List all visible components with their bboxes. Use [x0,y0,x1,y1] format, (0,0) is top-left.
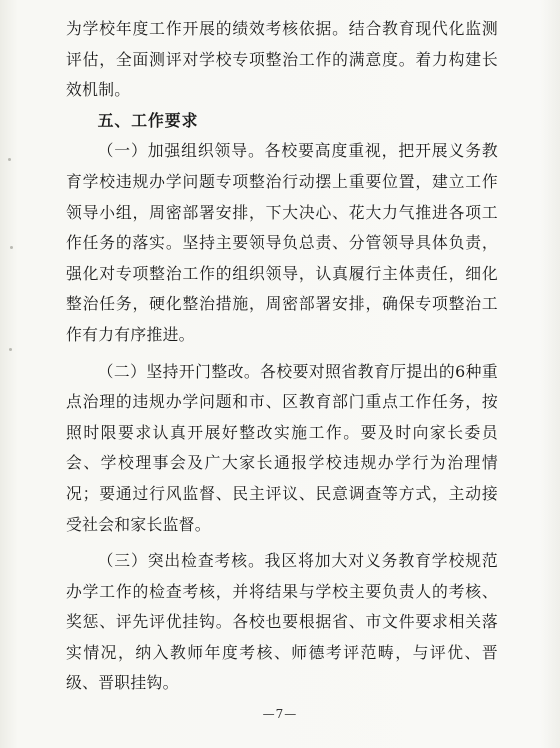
paragraph-inspection-assessment: （三）突出检查考核。我区将加大对义务教育学校规范办学工作的检查考核，并将结果与学校主要负责人的考核、奖惩、评先评优挂钩。各校也要根据省、市文件要求相关落实情况，纳入教师年度考核、师德考评范畴，与评优、晋级、晋职挂钩。 [66,551,498,693]
paragraph-continuation: 为学校年度工作开展的绩效考核依据。结合教育现代化监测评估，全面测评对学校专项整治工作的满意度。着力构建长效机制。 [66,19,498,100]
margin-speck [8,158,11,161]
section-heading-requirements: 五、工作要求 [97,110,199,130]
margin-speck [9,348,12,351]
page-number: —7— [262,707,298,721]
paragraph-organization-leadership: （一）加强组织领导。各校要高度重视，把开展义务教育学校违规办学问题专项整治行动摆上重要位置，建立工作领导小组，周密部署安排，下大决心、花大力气推进各项工作任务的落实。坚持主要领导负总责、分管领导具体负责，强化对专项整治工作的组织领导，认真履行主体责任，细化整治任务，硬化整治措施，周密部署安排，确保专项整治工作有力有序推进。 [66,141,498,344]
document-body [66,14,498,699]
margin-speck [10,246,13,249]
paragraph-open-rectification: （二）坚持开门整改。各校要对照省教育厅提出的6种重点治理的违规办学问题和市、区教育部门重点工作任务，按照时限要求认真开展好整改实施工作。要及时向家长委员会、学校理事会及广大家长通报学校违规办学行为治理情况；要通过行风监督、民主评议、民意调查等方式，主动接受社会和家长监督。 [66,361,498,534]
